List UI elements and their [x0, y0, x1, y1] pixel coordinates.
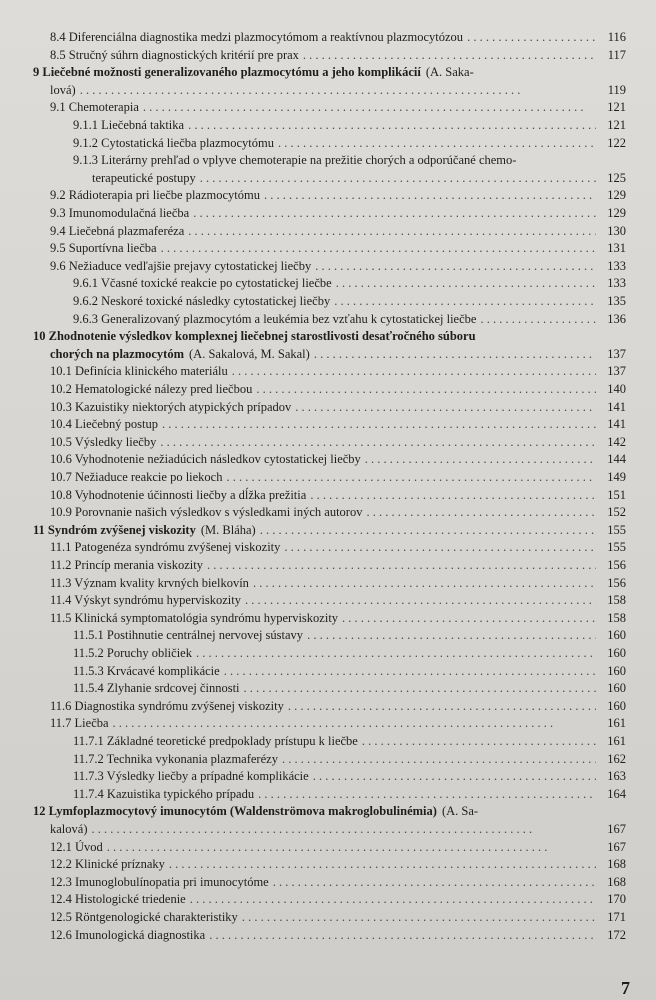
toc-entry-title: 10.4 Liečebný postup — [50, 417, 158, 432]
toc-entry-title: 11.7.2 Technika vykonania plazmaferézy — [73, 751, 278, 766]
dot-leader — [253, 575, 596, 593]
dot-leader — [314, 346, 596, 364]
toc-line — [50, 47, 626, 65]
dot-leader — [310, 487, 596, 505]
toc-entry-page: 161 — [607, 716, 626, 731]
dot-leader — [313, 768, 596, 786]
toc-entry-title: 9.6.3 Generalizovaný plazmocytóm a leukémia bez vzťahu k cytostatickej liečbe — [73, 311, 477, 326]
toc-entry-page: 160 — [607, 646, 626, 660]
dot-leader — [336, 275, 596, 293]
toc-line — [73, 733, 626, 751]
toc-entry-author: (A. Sakalová, M. Sakal) — [189, 346, 310, 361]
toc-entry-title: 10.3 Kazuistiky niektorých atypických prípadov — [50, 399, 292, 414]
dot-leader — [258, 786, 596, 804]
toc-line — [33, 522, 626, 540]
toc-entry-title: 11.1 Patogenéza syndrómu zvýšenej viskozity — [50, 540, 281, 555]
toc-entry-title: 9 Liečebné možnosti generalizovaného plazmocytómu a jeho komplikácií — [33, 65, 421, 80]
dot-leader — [169, 856, 596, 874]
toc-line — [73, 751, 626, 769]
toc-entry-title: 9.6.2 Neskoré toxické následky cytostatickej liečby — [73, 294, 331, 308]
toc-entry-title: 11.5.2 Poruchy obličiek — [73, 646, 192, 660]
dot-leader — [264, 187, 596, 205]
toc-line — [50, 557, 626, 575]
toc-entry-title: 9.3 Imunomodulačná liečba — [50, 206, 190, 220]
toc-entry-page: 161 — [607, 734, 626, 748]
toc-entry-page: 140 — [607, 382, 626, 396]
toc-line — [50, 504, 626, 522]
toc-line — [50, 416, 626, 434]
toc-line — [73, 135, 626, 153]
toc-entry-title: 10.8 Vyhodnotenie účinnosti liečby a dĺžka prežitia — [50, 487, 307, 502]
toc-entry-title: 11.3 Význam kvality krvných bielkovín — [50, 575, 249, 590]
toc-line — [50, 909, 626, 927]
toc-entry-page: 141 — [607, 399, 626, 414]
toc-entry-title: 12.6 Imunologická diagnostika — [50, 927, 206, 942]
dot-leader — [161, 240, 596, 258]
dot-leader — [242, 909, 596, 927]
toc-line — [50, 469, 626, 487]
toc-line — [50, 539, 626, 557]
toc-entry-title: 10.1 Definícia klinického materiálu — [50, 364, 228, 379]
dot-leader — [288, 698, 596, 716]
toc-entry-title: 11.5.4 Zlyhanie srdcovej činnosti — [73, 681, 240, 696]
toc-entry-page: 125 — [607, 170, 626, 185]
toc-entry-page: 152 — [607, 505, 626, 520]
toc-entry-page: 156 — [607, 558, 626, 572]
toc-line — [92, 170, 626, 188]
toc-entry-page: 167 — [607, 839, 626, 854]
toc-line — [50, 258, 626, 276]
toc-entry-page: 162 — [607, 751, 626, 766]
toc-line — [50, 346, 626, 364]
dot-leader — [200, 170, 596, 188]
toc-entry-page: 116 — [607, 30, 626, 44]
toc-line — [50, 381, 626, 399]
dot-leader — [193, 205, 596, 223]
toc-entry-title: chorých na plazmocytóm — [50, 346, 185, 361]
toc-line — [50, 451, 626, 469]
toc-entry-page: 119 — [607, 82, 626, 97]
toc-line — [73, 786, 626, 804]
dot-leader — [188, 117, 596, 135]
toc-line — [50, 205, 626, 223]
toc-entry-title: 11.6 Diagnostika syndrómu zvýšenej viskozity — [50, 698, 284, 713]
toc-entry-title: 10.5 Výsledky liečby — [50, 434, 157, 449]
dot-leader — [334, 293, 596, 311]
dot-leader — [188, 223, 596, 241]
toc-entry-title: lová) — [50, 82, 76, 97]
toc-entry-title: 8.4 Diferenciálna diagnostika medzi plazmocytómom a reaktívnou plazmocytózou — [50, 30, 464, 44]
toc-entry-title: 11.5.3 Krvácavé komplikácie — [73, 663, 220, 678]
toc-entry-title: 12.1 Úvod — [50, 839, 103, 854]
toc-line — [50, 187, 626, 205]
toc-entry-page: 137 — [607, 364, 626, 379]
toc-entry-page: 129 — [607, 188, 626, 203]
toc-entry-page: 151 — [607, 487, 626, 502]
toc-entry-title: 9.5 Suportívna liečba — [50, 241, 157, 256]
toc-line — [73, 152, 626, 170]
toc-entry-page: 160 — [607, 628, 626, 643]
toc-line — [73, 680, 626, 698]
dot-leader — [362, 733, 596, 751]
toc-entry-page: 158 — [607, 593, 626, 608]
toc-line — [73, 293, 626, 311]
toc-entry-page: 142 — [607, 434, 626, 449]
toc-entry-title: 11.7 Liečba — [50, 716, 109, 731]
toc-entry-title: kalová) — [50, 822, 88, 836]
dot-leader — [209, 927, 596, 945]
dot-leader — [227, 469, 597, 487]
toc-line — [50, 82, 626, 100]
toc-entry-page: 170 — [607, 892, 626, 907]
dot-leader — [190, 891, 596, 909]
toc-entry-author: (A. Sa- — [441, 804, 479, 819]
dot-leader — [315, 258, 596, 276]
toc-line — [73, 275, 626, 293]
toc-entry-title: 11.2 Princíp merania viskozity — [50, 558, 203, 572]
toc-entry-title: 9.1 Chemoterapia — [50, 100, 139, 115]
dot-leader — [80, 82, 596, 100]
dot-leader — [232, 363, 596, 381]
toc-entry-author: (A. Saka- — [425, 65, 474, 80]
toc-entry-title: 9.1.3 Literárny prehľad o vplyve chemoterapie na prežitie chorých a odporúčané chemo- — [73, 153, 517, 168]
toc-line — [33, 64, 626, 82]
toc-entry-page: 121 — [607, 118, 626, 132]
dot-leader — [260, 522, 596, 540]
toc-entry-title: terapeutické postupy — [92, 170, 196, 185]
toc-entry-title: 11.7.4 Kazuistika typického prípadu — [73, 786, 255, 801]
toc-line — [33, 328, 626, 346]
dot-leader — [303, 47, 596, 65]
toc-entry-page: 160 — [607, 663, 626, 678]
toc-entry-title: 9.6 Nežiaduce vedľajšie prejavy cytostatickej liečby — [50, 258, 312, 273]
toc-entry-page: 137 — [607, 346, 626, 361]
toc-entry-page: 172 — [607, 927, 626, 942]
toc-line — [50, 592, 626, 610]
dot-leader — [278, 135, 596, 153]
dot-leader — [273, 874, 596, 892]
toc-entry-title: 11.7.1 Základné teoretické predpoklady prístupu k liečbe — [73, 734, 358, 748]
toc-entry-page: 136 — [607, 311, 626, 326]
toc-entry-page: 117 — [607, 47, 626, 62]
dot-leader — [282, 751, 596, 769]
toc-line — [50, 223, 626, 241]
toc-entry-page: 163 — [607, 769, 626, 784]
toc-line — [50, 715, 626, 733]
toc-entry-title: 11.4 Výskyt syndrómu hyperviskozity — [50, 593, 241, 608]
toc-line — [50, 575, 626, 593]
toc-line — [33, 803, 626, 821]
toc-entry-title: 10.6 Vyhodnotenie nežiadúcich následkov cytostatickej liečby — [50, 452, 361, 467]
toc-line — [73, 768, 626, 786]
dot-leader — [244, 680, 596, 698]
toc-entry-page: 155 — [607, 540, 626, 555]
toc-entry-title: 12.5 Röntgenologické charakteristiky — [50, 910, 238, 924]
toc-entry-title: 9.4 Liečebná plazmaferéza — [50, 223, 185, 238]
toc-line — [50, 698, 626, 716]
toc-entry-page: 158 — [607, 610, 626, 625]
toc-line — [50, 240, 626, 258]
toc-line — [50, 839, 626, 857]
dot-leader — [107, 839, 596, 857]
dot-leader — [342, 610, 596, 628]
dot-leader — [467, 29, 596, 47]
toc-line — [73, 663, 626, 681]
toc-line — [50, 363, 626, 381]
dot-leader — [160, 434, 596, 452]
toc-entry-page: 160 — [607, 681, 626, 696]
toc-entry-page: 122 — [607, 135, 626, 150]
toc-line — [50, 874, 626, 892]
page-number: 7 — [621, 978, 630, 998]
toc-line — [50, 487, 626, 505]
toc-entry-page: 144 — [607, 452, 626, 467]
toc-entry-page: 160 — [607, 698, 626, 713]
toc-line — [50, 434, 626, 452]
toc-entry-page: 130 — [607, 223, 626, 238]
toc-entry-title: 10.9 Porovnanie našich výsledkov s výsledkami iných autorov — [50, 505, 363, 520]
toc-line — [50, 856, 626, 874]
toc-entry-page: 168 — [607, 857, 626, 872]
toc-entry-title: 12.2 Klinické príznaky — [50, 857, 165, 872]
toc-line — [73, 627, 626, 645]
dot-leader — [207, 557, 596, 575]
toc-entry-page: 129 — [607, 206, 626, 220]
toc-entry-page: 171 — [607, 910, 626, 924]
toc-entry-title: 12 Lymfoplazmocytový imunocytóm (Waldenströmova makroglobulinémia) — [33, 804, 437, 819]
toc-entry-title: 11 Syndróm zvýšenej viskozity — [33, 522, 196, 537]
toc-line — [50, 399, 626, 417]
toc-entry-title: 9.1.2 Cytostatická liečba plazmocytómu — [73, 135, 274, 150]
dot-leader — [480, 311, 596, 329]
toc-entry-page: 149 — [607, 470, 626, 484]
toc-entry-title: 11.5 Klinická symptomatológia syndrómu hyperviskozity — [50, 610, 339, 625]
dot-leader — [224, 663, 596, 681]
dot-leader — [113, 715, 596, 733]
dot-leader — [162, 416, 596, 434]
toc-entry-page: 131 — [607, 241, 626, 256]
toc-entry-title: 9.1.1 Liečebná taktika — [73, 118, 185, 132]
dot-leader — [365, 451, 596, 469]
toc-entry-title: 9.6.1 Včasné toxické reakcie po cytostatickej liečbe — [73, 276, 332, 291]
toc-entry-page: 167 — [607, 822, 626, 836]
toc-entry-page: 133 — [607, 276, 626, 291]
toc-line — [73, 117, 626, 135]
dot-leader — [245, 592, 596, 610]
toc-line — [50, 891, 626, 909]
toc-entry-title: 10.7 Nežiaduce reakcie po liekoch — [50, 470, 223, 484]
dot-leader — [256, 381, 596, 399]
dot-leader — [196, 645, 596, 663]
toc-entry-title: 11.5.1 Postihnutie centrálnej nervovej sústavy — [73, 628, 304, 643]
toc-line — [73, 645, 626, 663]
toc-entry-page: 121 — [607, 100, 626, 115]
toc-entry-title: 10 Zhodnotenie výsledkov komplexnej liečebnej starostlivosti desaťročného súboru — [33, 329, 476, 344]
toc-line — [73, 311, 626, 329]
toc-entry-title: 12.3 Imunoglobulínopatia pri imunocytóme — [50, 874, 269, 889]
dot-leader — [366, 504, 596, 522]
toc-entry-title: 10.2 Hematologické nálezy pred liečbou — [50, 382, 253, 396]
toc-entry-page: 135 — [607, 294, 626, 308]
toc-entry-title: 11.7.3 Výsledky liečby a prípadné komplikácie — [73, 769, 309, 784]
dot-leader — [284, 539, 596, 557]
toc-line — [50, 927, 626, 945]
toc-entry-title: 8.5 Stručný súhrn diagnostických kritérií pre prax — [50, 47, 299, 62]
toc-entry-title: 9.2 Rádioterapia pri liečbe plazmocytómu — [50, 188, 260, 203]
toc-entry-page: 164 — [607, 786, 626, 801]
toc-entry-page: 133 — [607, 258, 626, 273]
dot-leader — [143, 99, 596, 117]
dot-leader — [307, 627, 596, 645]
dot-leader — [91, 821, 596, 839]
toc-entry-page: 156 — [607, 575, 626, 590]
toc-line — [50, 99, 626, 117]
toc-line — [50, 821, 626, 839]
toc-entry-page: 168 — [607, 874, 626, 889]
toc-entry-page: 141 — [607, 417, 626, 432]
toc-entry-author: (M. Bláha) — [200, 522, 256, 537]
toc-entry-title: 12.4 Histologické triedenie — [50, 892, 186, 907]
toc-entry-page: 155 — [607, 522, 626, 537]
dot-leader — [295, 399, 596, 417]
toc-line — [50, 610, 626, 628]
toc-line — [50, 29, 626, 47]
